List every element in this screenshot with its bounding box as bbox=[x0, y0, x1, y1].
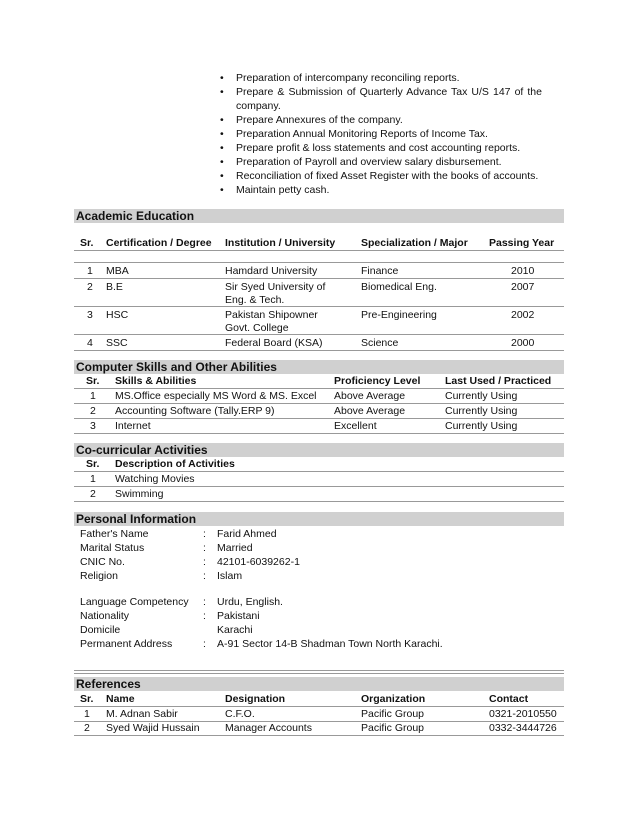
table-cell: Pacific Group bbox=[361, 708, 425, 720]
table-cell: Currently Using bbox=[445, 420, 518, 432]
table-cell: Watching Movies bbox=[115, 473, 195, 485]
field-label: Marital Status bbox=[80, 542, 145, 554]
table-cell: 2 bbox=[87, 281, 93, 293]
divider bbox=[74, 278, 564, 279]
list-item: • Prepare profit & loss statements and cost accounting reports. bbox=[220, 141, 521, 154]
column-header: Organization bbox=[361, 693, 426, 705]
divider bbox=[74, 388, 564, 389]
table-cell: Currently Using bbox=[445, 390, 518, 402]
column-header: Description of Activities bbox=[115, 458, 235, 470]
table-cell: 2 bbox=[90, 405, 96, 417]
field-label: Domicile bbox=[80, 624, 121, 636]
table-cell: Internet bbox=[115, 420, 151, 432]
field-label: CNIC No. bbox=[80, 556, 125, 568]
table-cell: HSC bbox=[106, 309, 129, 321]
table-cell: C.F.O. bbox=[225, 708, 255, 720]
field-colon: : bbox=[203, 570, 206, 582]
table-cell: Pre-Engineering bbox=[361, 309, 437, 321]
table-cell: Syed Wajid Hussain bbox=[106, 722, 200, 734]
table-cell: 1 bbox=[90, 390, 96, 402]
field-colon: : bbox=[203, 596, 206, 608]
divider bbox=[74, 418, 564, 419]
field-value: 42101-6039262-1 bbox=[217, 556, 300, 568]
field-colon: : bbox=[203, 610, 206, 622]
field-value: Urdu, English. bbox=[217, 596, 283, 608]
column-header: Designation bbox=[225, 693, 286, 705]
table-cell: 2007 bbox=[511, 281, 535, 293]
table-cell: Excellent bbox=[334, 420, 377, 432]
list-item: • Preparation of Payroll and overview salary disbursement. bbox=[220, 155, 502, 168]
table-cell: 2000 bbox=[511, 337, 535, 349]
table-cell: Science bbox=[361, 337, 399, 349]
field-value: Karachi bbox=[217, 624, 253, 636]
personal-section-header: Personal Information bbox=[74, 512, 564, 526]
column-header: Skills & Abilities bbox=[115, 375, 197, 387]
field-value: Married bbox=[217, 542, 253, 554]
divider bbox=[74, 350, 564, 351]
table-cell: 2 bbox=[90, 488, 96, 500]
cocurricular-section-header: Co-curricular Activities bbox=[74, 443, 564, 457]
table-cell: 2 bbox=[84, 722, 90, 734]
divider bbox=[74, 334, 564, 335]
column-header: Sr. bbox=[80, 237, 94, 249]
table-cell: Pakistan Shipowner Govt. College bbox=[225, 309, 318, 334]
table-cell: Finance bbox=[361, 265, 399, 277]
field-value: A-91 Sector 14-B Shadman Town North Karachi. bbox=[217, 638, 443, 650]
list-item: • Reconciliation of fixed Asset Register with the books of accounts. bbox=[220, 169, 539, 182]
divider bbox=[74, 403, 564, 404]
field-label: Permanent Address bbox=[80, 638, 173, 650]
table-cell: B.E bbox=[106, 281, 123, 293]
table-cell: 3 bbox=[90, 420, 96, 432]
column-header: Certification / Degree bbox=[106, 237, 212, 249]
table-cell: SSC bbox=[106, 337, 128, 349]
field-colon: : bbox=[203, 556, 206, 568]
table-cell: MBA bbox=[106, 265, 129, 277]
list-item: • Maintain petty cash. bbox=[220, 183, 330, 196]
field-colon: : bbox=[203, 528, 206, 540]
table-cell: Currently Using bbox=[445, 405, 518, 417]
column-header: Institution / University bbox=[225, 237, 336, 249]
list-item: • Prepare Annexures of the company. bbox=[220, 113, 403, 126]
field-value: Islam bbox=[217, 570, 243, 582]
list-item: • Preparation Annual Monitoring Reports of Income Tax. bbox=[220, 127, 488, 140]
field-label: Language Competency bbox=[80, 596, 189, 608]
table-cell: Swimming bbox=[115, 488, 164, 500]
divider bbox=[74, 306, 564, 307]
table-cell: MS.Office especially MS Word & MS. Excel bbox=[115, 390, 317, 402]
table-cell: 2002 bbox=[511, 309, 535, 321]
list-item: • Preparation of intercompany reconciling reports. bbox=[220, 72, 460, 84]
table-cell: Above Average bbox=[334, 390, 406, 402]
field-label: Nationality bbox=[80, 610, 130, 622]
computer-section-header: Computer Skills and Other Abilities bbox=[74, 360, 564, 374]
divider bbox=[74, 250, 564, 251]
table-cell: Sir Syed University of Eng. & Tech. bbox=[225, 281, 326, 306]
divider bbox=[74, 735, 564, 736]
divider bbox=[74, 670, 564, 671]
table-cell: Accounting Software (Tally.ERP 9) bbox=[115, 405, 275, 417]
divider bbox=[74, 486, 564, 487]
column-header: Sr. bbox=[86, 458, 100, 470]
duties-list bbox=[212, 72, 542, 198]
table-cell: Hamdard University bbox=[225, 265, 318, 277]
table-cell: Above Average bbox=[334, 405, 406, 417]
column-header: Specialization / Major bbox=[361, 237, 468, 249]
references-section-header: References bbox=[74, 677, 564, 691]
academic-section-header: Academic Education bbox=[74, 209, 564, 223]
table-cell: Pacific Group bbox=[361, 722, 425, 734]
table-cell: 0332-3444726 bbox=[489, 722, 557, 734]
field-label: Religion bbox=[80, 570, 118, 582]
column-header: Passing Year bbox=[489, 237, 555, 249]
field-value: Farid Ahmed bbox=[217, 528, 277, 540]
table-cell: 3 bbox=[87, 309, 93, 321]
field-value: Pakistani bbox=[217, 610, 260, 622]
field-label: Father's Name bbox=[80, 528, 149, 540]
field-colon: : bbox=[203, 638, 206, 650]
table-cell: Federal Board (KSA) bbox=[225, 337, 323, 349]
table-cell: 0321-2010550 bbox=[489, 708, 557, 720]
divider bbox=[74, 501, 564, 502]
table-cell: Manager Accounts bbox=[225, 722, 312, 734]
table-cell: 1 bbox=[87, 265, 93, 277]
divider bbox=[74, 706, 564, 707]
list-item: • Prepare & Submission of Quarterly Advance Tax U/S 147 of the company. bbox=[220, 86, 542, 112]
table-cell: 1 bbox=[84, 708, 90, 720]
table-cell: 1 bbox=[90, 473, 96, 485]
table-cell: Biomedical Eng. bbox=[361, 281, 437, 293]
column-header: Proficiency Level bbox=[334, 375, 421, 387]
table-cell: 4 bbox=[87, 337, 93, 349]
divider bbox=[74, 433, 564, 434]
divider bbox=[74, 673, 564, 674]
divider bbox=[74, 471, 564, 472]
column-header: Sr. bbox=[80, 693, 94, 705]
table-cell: 2010 bbox=[511, 265, 535, 277]
column-header: Last Used / Practiced bbox=[445, 375, 552, 387]
column-header: Sr. bbox=[86, 375, 100, 387]
column-header: Name bbox=[106, 693, 135, 705]
divider bbox=[74, 262, 564, 263]
table-cell: M. Adnan Sabir bbox=[106, 708, 178, 720]
column-header: Contact bbox=[489, 693, 529, 705]
field-colon: : bbox=[203, 542, 206, 554]
